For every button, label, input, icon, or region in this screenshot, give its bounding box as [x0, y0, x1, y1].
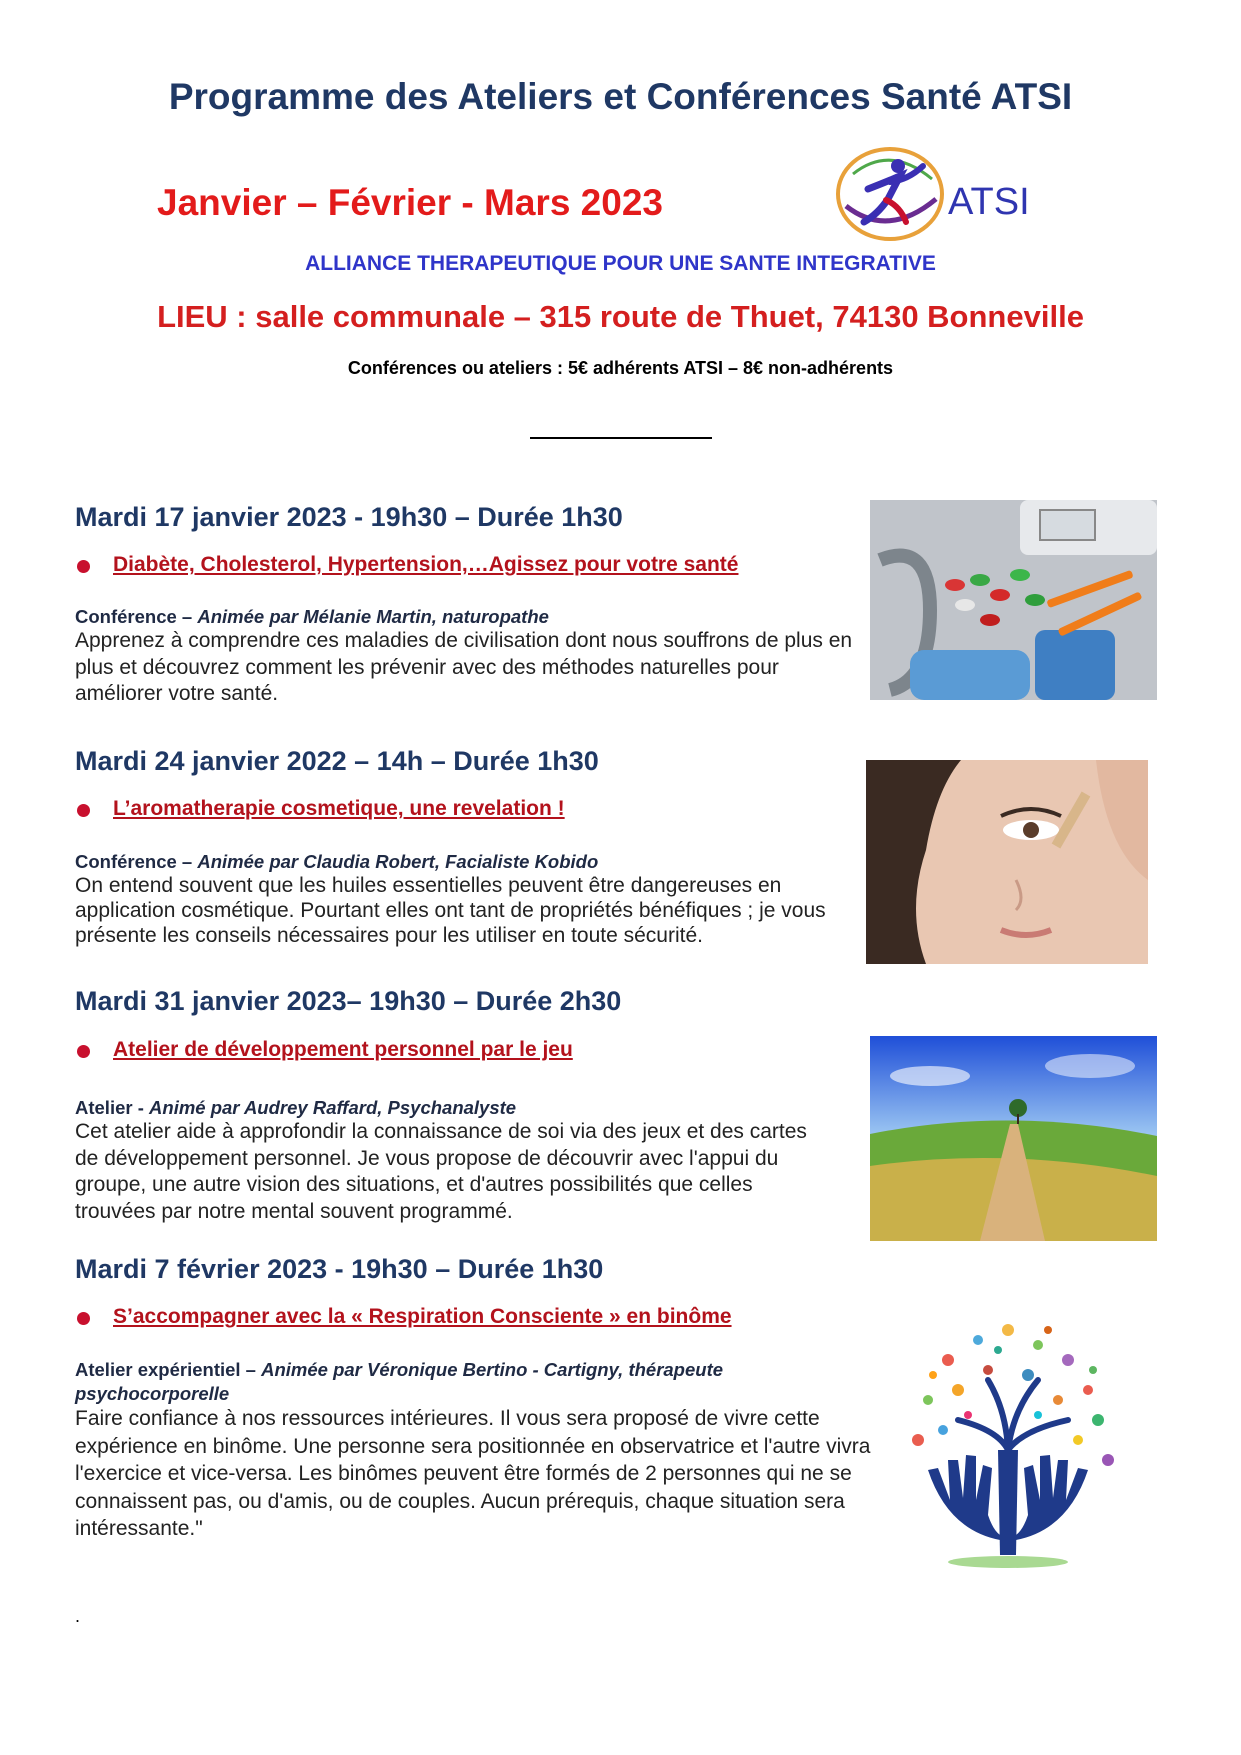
event-4-meta	[75, 1358, 835, 1406]
event-3-meta	[75, 1096, 855, 1120]
event-2-type: Conférence –	[75, 851, 198, 872]
event-2-description: On entend souvent que les huiles essentielles peuvent être dangereuses en application cosmétique. Pourtant elles ont tant de propriétés bénéfiques ; je vous présente les conseils nécessaires pour les utiliser en toute sécurité.	[75, 874, 826, 947]
event-3-type: Atelier -	[75, 1097, 150, 1118]
atsi-logo	[828, 144, 1063, 244]
footer-dot: .	[75, 1606, 81, 1626]
event-1-host: Animée par Mélanie Martin, naturopathe	[197, 606, 549, 627]
bullet-icon	[77, 1045, 90, 1058]
event-1-title: Diabète, Cholesterol, Hypertension,…Agissez pour votre santé	[113, 553, 739, 576]
event-2-date: Mardi 24 janvier 2022 – 14h – Durée 1h30	[75, 746, 599, 776]
event-1-type: Conférence –	[75, 606, 198, 627]
event-3-title: Atelier de développement personnel par le jeu	[113, 1038, 573, 1061]
woman-serum-photo	[866, 760, 1148, 964]
event-2-host: Animée par Claudia Robert, Facialiste Kobido	[197, 851, 599, 872]
event-1-date: Mardi 17 janvier 2023 - 19h30 – Durée 1h30	[75, 502, 623, 532]
tree-hands-illustration	[888, 1300, 1138, 1575]
event-4-type: Atelier expérientiel –	[75, 1359, 262, 1380]
bullet-icon	[77, 804, 90, 817]
event-1-meta	[75, 605, 855, 629]
event-3-host: Animé par Audrey Raffard, Psychanalyste	[149, 1097, 517, 1118]
event-4-title: S’accompagner avec la « Respiration Consciente » en binôme	[113, 1305, 732, 1328]
event-3-date: Mardi 31 janvier 2023– 19h30 – Durée 2h30	[75, 986, 622, 1016]
prices: Conférences ou ateliers : 5€ adhérents ATSI – 8€ non-adhérents	[347, 358, 894, 378]
program-period: Janvier – Février - Mars 2023	[157, 182, 663, 223]
event-2-meta	[75, 850, 855, 874]
event-4-description: Faire confiance à nos ressources intérieures. Il vous sera proposé de vivre cette expérience en binôme. Une personne sera positionnée en observatrice et l'autre vivra l'exercice et vice-versa. Les binômes peuvent être formés de 2 personnes qui ne se connaissent pas, ou d'amis, ou de couples. Aucun prérequis, chaque situation sera intéressante."	[75, 1407, 871, 1540]
medical-supplies-photo	[870, 500, 1157, 700]
event-4-host: Animée par Véronique Bertino - Cartigny, thérapeute psychocorporelle	[75, 1359, 724, 1404]
bullet-icon	[77, 1312, 90, 1325]
location: LIEU : salle communale – 315 route de Thuet, 74130 Bonneville	[157, 299, 1084, 334]
bullet-icon	[77, 560, 90, 573]
page-title: Programme des Ateliers et Conférences Santé ATSI	[168, 76, 1073, 117]
atsi-logo-text: ATSI	[948, 181, 1030, 223]
event-2-title: L’aromatherapie cosmetique, une revelation !	[113, 797, 565, 820]
event-3-description: Cet atelier aide à approfondir la connaissance de soi via des jeux et des cartes de développement personnel. Je vous propose de découvrir avec l'appui du groupe, une autre vision des situations, et d'autres possibilités que celles trouvées par notre mental souvent programmé.	[75, 1120, 807, 1223]
organization-subtitle: ALLIANCE THERAPEUTIQUE POUR UNE SANTE INTEGRATIVE	[305, 252, 936, 275]
event-1-description: Apprenez à comprendre ces maladies de civilisation dont nous souffrons de plus en plus et découvrez comment les prévenir avec des méthodes naturelles pour améliorer votre santé.	[75, 629, 853, 705]
divider	[530, 437, 712, 439]
event-4-date: Mardi 7 février 2023 - 19h30 – Durée 1h30	[75, 1254, 604, 1284]
country-road-photo	[870, 1036, 1157, 1241]
